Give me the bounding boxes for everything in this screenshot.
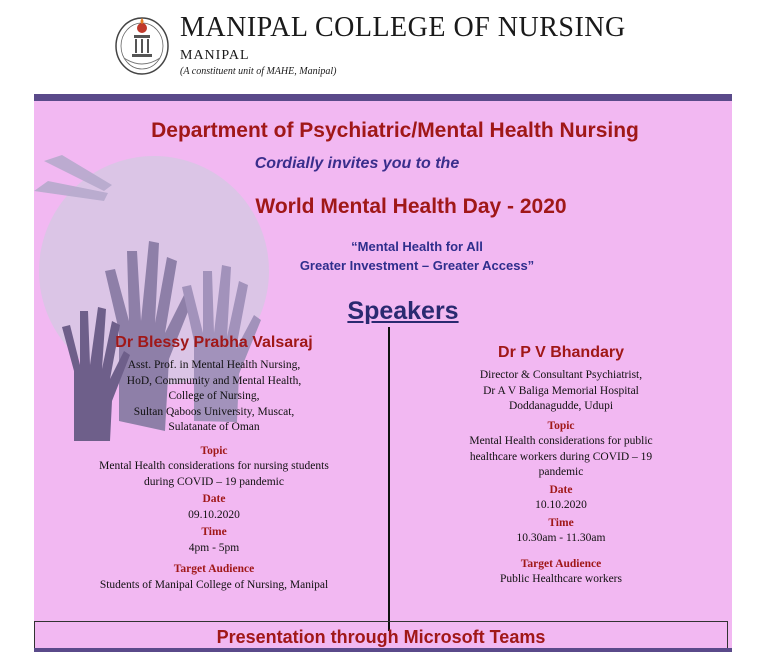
topic-line: Mental Health considerations for public (469, 435, 653, 447)
theme-line-1: “Mental Health for All (351, 239, 483, 254)
audience-label: Target Audience (520, 557, 602, 570)
topic-label: Topic (547, 419, 575, 432)
speaker-name: Dr P V Bhandary (498, 344, 624, 361)
date-value: 09.10.2020 (188, 508, 240, 521)
theme-line-2: Greater Investment – Greater Access” (299, 258, 535, 273)
topic-line: Mental Health considerations for nursing students (99, 460, 329, 472)
college-subtitle: (A constituent unit of MAHE, Manipal) (180, 66, 337, 77)
speaker-designation-line: Director & Consultant Psychiatrist, (479, 369, 643, 381)
time-value: 10.30am - 11.30am (516, 532, 606, 544)
topic-label: Topic (200, 444, 228, 457)
college-city: MANIPAL (180, 48, 250, 63)
speaker-designation-line: Asst. Prof. in Mental Health Nursing, (127, 359, 301, 371)
topic-line: healthcare workers during COVID – 19 (469, 450, 653, 463)
speaker-designation-line: Sulatanate of Oman (168, 421, 260, 433)
speaker-divider (388, 327, 390, 631)
audience-value: Public Healthcare workers (500, 573, 622, 585)
speaker-card-2 (396, 343, 726, 588)
topic-line: during COVID – 19 pandemic (144, 475, 284, 488)
event-title: World Mental Health Day - 2020 (255, 195, 567, 218)
speaker-designation-line: Dr A V Baliga Memorial Hospital (483, 384, 639, 397)
college-name: MANIPAL COLLEGE OF NURSING (180, 12, 626, 43)
speaker-card-1 (42, 333, 386, 593)
time-value: 4pm - 5pm (188, 541, 240, 554)
time-label: Time (548, 516, 574, 529)
event-poster (34, 94, 732, 652)
speaker-designation-line: Doddanagudde, Udupi (508, 400, 614, 412)
audience-label: Target Audience (173, 563, 255, 575)
speaker-designation-line: Sultan Qaboos University, Muscat, (133, 405, 295, 418)
date-label: Date (202, 493, 226, 505)
speakers-heading: Speakers (347, 297, 459, 325)
topic-line: pandemic (538, 466, 584, 478)
date-label: Date (549, 483, 573, 496)
speaker-designation-line: HoD, Community and Mental Health, (126, 374, 302, 387)
speaker-name: Dr Blessy Prabha Valsaraj (115, 334, 313, 351)
time-label: Time (201, 526, 227, 538)
college-crest-icon (112, 8, 172, 80)
department-title: Department of Psychiatric/Mental Health Nursing (151, 119, 639, 142)
platform-banner: Presentation through Microsoft Teams (34, 621, 728, 652)
invitation-text: Cordially invites you to the (254, 155, 460, 172)
audience-value: Students of Manipal College of Nursing, Manipal (99, 578, 329, 591)
speaker-designation-line: College of Nursing, (168, 390, 260, 402)
date-value: 10.10.2020 (535, 499, 587, 511)
